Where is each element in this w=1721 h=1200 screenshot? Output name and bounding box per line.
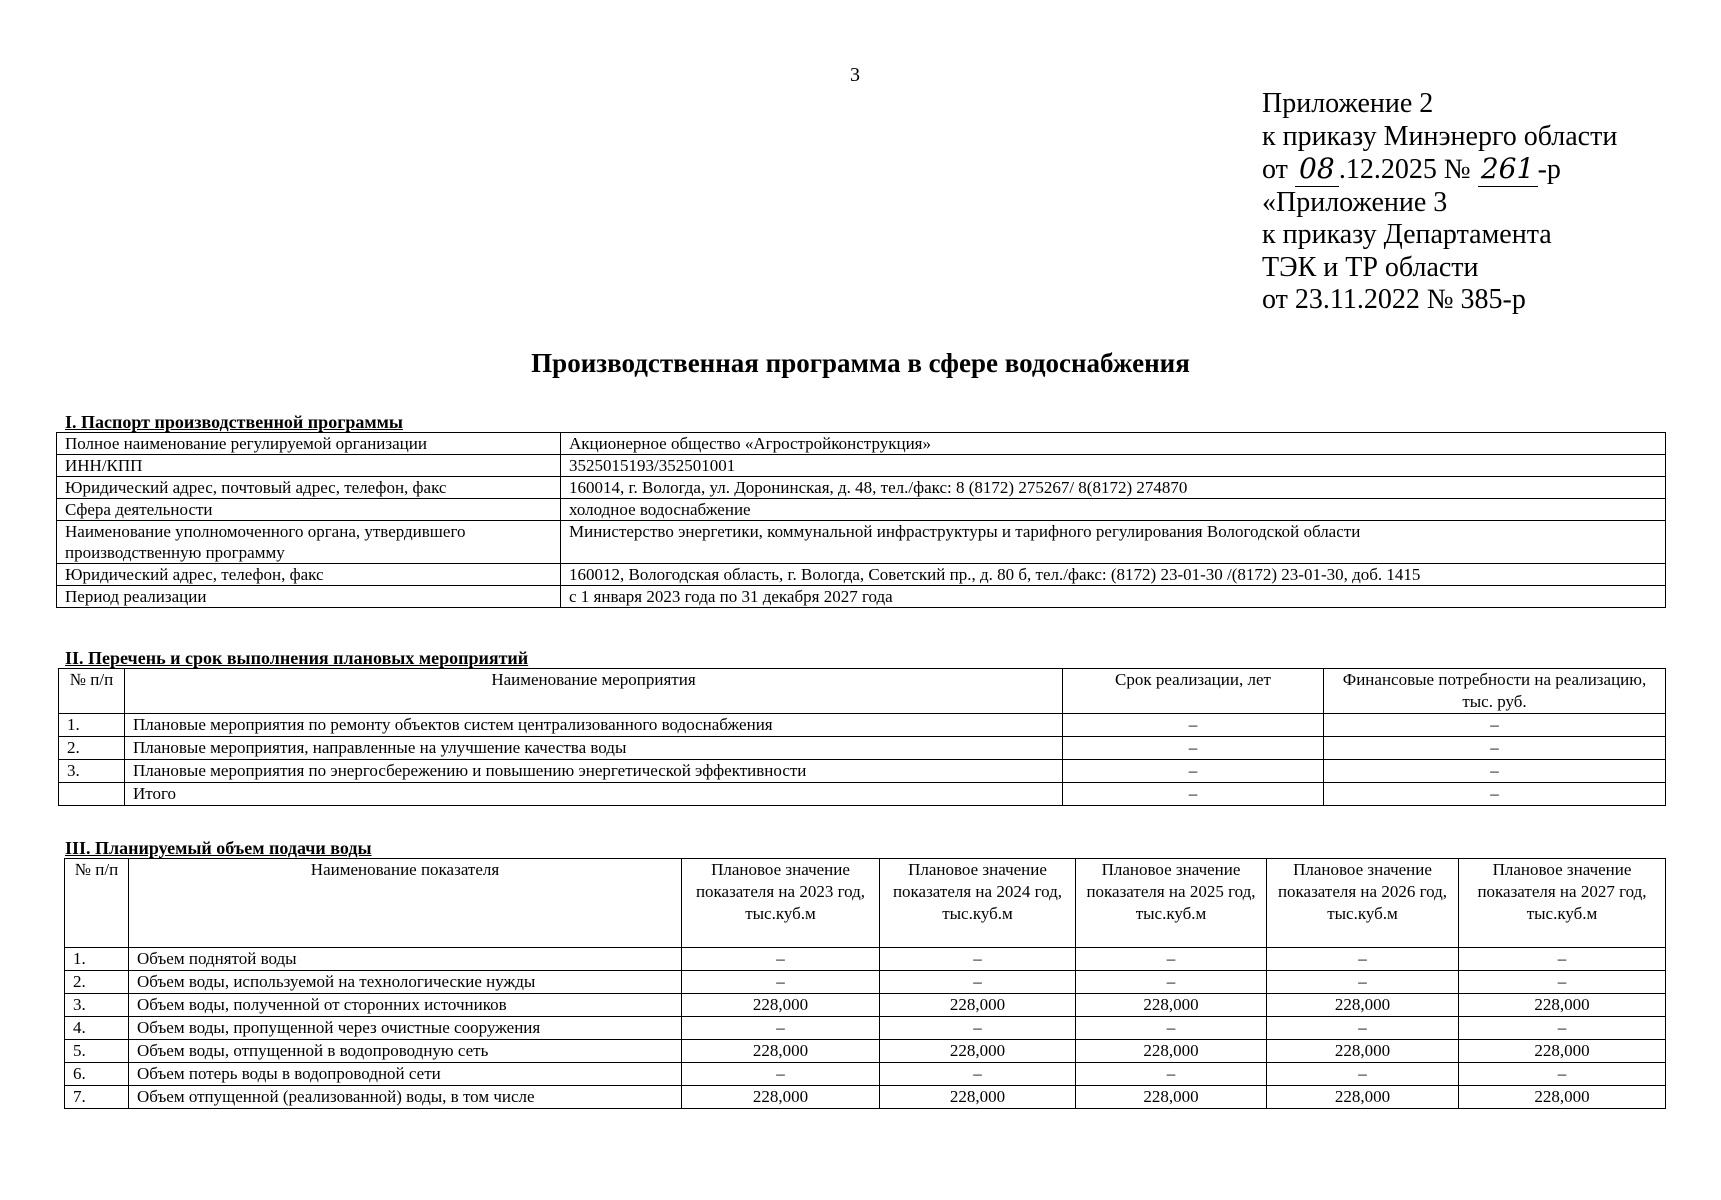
passport-value: 3525015193/352501001 <box>561 455 1666 477</box>
value-2026: – <box>1267 971 1459 994</box>
row-number: 2. <box>65 971 129 994</box>
row-number: 1. <box>59 714 125 737</box>
value-2023: 228,000 <box>682 994 880 1017</box>
appendix-line: Приложение 2 <box>1262 88 1434 119</box>
row-number: 4. <box>65 1017 129 1040</box>
row-number: 3. <box>59 760 125 783</box>
passport-label: Период реализации <box>57 586 561 608</box>
value-2024: 228,000 <box>880 1040 1076 1063</box>
appendix-date-prefix: от <box>1262 154 1288 185</box>
appendix-date-rest: .12.2025 № <box>1338 154 1471 185</box>
appendix-order-suffix: -р <box>1537 154 1561 185</box>
value-2026: – <box>1267 1063 1459 1086</box>
appendix-line: от 23.11.2022 № 385-р <box>1262 284 1526 315</box>
handwritten-order-number: 261 <box>1478 153 1538 187</box>
passport-value: с 1 января 2023 года по 31 декабря 2027 года <box>561 586 1666 608</box>
col-header-2023: Плановое значение показателя на 2023 год, тыс.куб.м <box>682 859 880 948</box>
passport-label: Полное наименование регулируемой организации <box>57 433 561 455</box>
table-row <box>57 521 1666 564</box>
indicator-name: Объем потерь воды в водопроводной сети <box>129 1063 682 1086</box>
table-row <box>57 433 1666 455</box>
indicator-name: Объем отпущенной (реализованной) воды, в том числе <box>129 1086 682 1109</box>
indicator-name: Объем поднятой воды <box>129 948 682 971</box>
value-2024: 228,000 <box>880 994 1076 1017</box>
value-2026: 228,000 <box>1267 994 1459 1017</box>
value-2027: 228,000 <box>1459 994 1666 1017</box>
passport-label: Юридический адрес, почтовый адрес, телефон, факс <box>57 477 561 499</box>
value-2025: 228,000 <box>1076 1040 1267 1063</box>
value-2027: 228,000 <box>1459 1086 1666 1109</box>
value-2024: – <box>880 948 1076 971</box>
value-2026: – <box>1267 1017 1459 1040</box>
measure-finance: – <box>1324 737 1666 760</box>
appendix-order-line <box>1262 153 1617 187</box>
measure-term: – <box>1063 760 1324 783</box>
measures-table <box>58 668 1666 806</box>
indicator-name: Объем воды, используемой на технологические нужды <box>129 971 682 994</box>
row-number: 7. <box>65 1086 129 1109</box>
table-row <box>65 971 1666 994</box>
value-2026: 228,000 <box>1267 1040 1459 1063</box>
passport-label: Юридический адрес, телефон, факс <box>57 564 561 586</box>
indicator-name: Объем воды, полученной от сторонних источников <box>129 994 682 1017</box>
table-row <box>59 714 1666 737</box>
col-header-name: Наименование мероприятия <box>125 669 1063 714</box>
value-2024: 228,000 <box>880 1086 1076 1109</box>
row-number: 1. <box>65 948 129 971</box>
section2-heading: II. Перечень и срок выполнения плановых мероприятий <box>65 648 529 668</box>
row-number: 3. <box>65 994 129 1017</box>
passport-value: холодное водоснабжение <box>561 499 1666 521</box>
value-2025: 228,000 <box>1076 994 1267 1017</box>
value-2023: 228,000 <box>682 1040 880 1063</box>
value-2027: – <box>1459 1017 1666 1040</box>
section1-heading: I. Паспорт производственной программы <box>65 412 403 432</box>
value-2027: – <box>1459 1063 1666 1086</box>
passport-table <box>56 432 1666 608</box>
col-header-finance: Финансовые потребности на реализацию, тыс. руб. <box>1324 669 1666 714</box>
value-2024: – <box>880 1063 1076 1086</box>
appendix-line: к приказу Минэнерго области <box>1262 120 1618 152</box>
table-row <box>57 477 1666 499</box>
row-number: 2. <box>59 737 125 760</box>
col-header-term: Срок реализации, лет <box>1063 669 1324 714</box>
table-row <box>65 948 1666 971</box>
appendix-line: «Приложение 3 <box>1262 186 1448 218</box>
indicator-name: Объем воды, отпущенной в водопроводную сеть <box>129 1040 682 1063</box>
col-header-num: № п/п <box>59 669 125 714</box>
value-2026: 228,000 <box>1267 1086 1459 1109</box>
measure-finance: – <box>1324 760 1666 783</box>
appendix-line: к приказу Департамента <box>1262 219 1552 250</box>
measure-finance: – <box>1324 783 1666 806</box>
passport-value: 160012, Вологодская область, г. Вологда, Советский пр., д. 80 б, тел./факс: (8172) 23-01-30 /(8172) 23-01-30, доб. 1415 <box>561 564 1666 586</box>
value-2023: – <box>682 971 880 994</box>
measure-finance: – <box>1324 714 1666 737</box>
volume-table <box>64 858 1666 1109</box>
measure-term: – <box>1063 714 1324 737</box>
col-header-2027: Плановое значение показателя на 2027 год, тыс.куб.м <box>1459 859 1666 948</box>
value-2023: – <box>682 948 880 971</box>
passport-label: Наименование уполномоченного органа, утвердившего производственную программу <box>57 521 561 564</box>
value-2023: 228,000 <box>682 1086 880 1109</box>
appendix-line: ТЭК и ТР области <box>1262 251 1479 283</box>
value-2024: – <box>880 971 1076 994</box>
measure-name: Плановые мероприятия по ремонту объектов систем централизованного водоснабжения <box>125 714 1063 737</box>
value-2027: – <box>1459 948 1666 971</box>
measure-name: Итого <box>125 783 1063 806</box>
value-2027: 228,000 <box>1459 1040 1666 1063</box>
handwritten-day: 08 <box>1295 153 1339 187</box>
table-row <box>57 499 1666 521</box>
passport-value: 160014, г. Вологда, ул. Доронинская, д. 48, тел./факс: 8 (8172) 275267/ 8(8172) 274870 <box>561 477 1666 499</box>
passport-value: Акционерное общество «Агростройконструкция» <box>561 433 1666 455</box>
col-header-indicator: Наименование показателя <box>129 859 682 948</box>
passport-label: ИНН/КПП <box>57 455 561 477</box>
table-row <box>65 1017 1666 1040</box>
table-row <box>59 760 1666 783</box>
page-number: 3 <box>850 64 860 86</box>
row-number: 5. <box>65 1040 129 1063</box>
col-header-2026: Плановое значение показателя на 2026 год, тыс.куб.м <box>1267 859 1459 948</box>
indicator-name: Объем воды, пропущенной через очистные сооружения <box>129 1017 682 1040</box>
value-2027: – <box>1459 971 1666 994</box>
passport-label: Сфера деятельности <box>57 499 561 521</box>
measure-term: – <box>1063 783 1324 806</box>
value-2026: – <box>1267 948 1459 971</box>
measure-name: Плановые мероприятия по энергосбережению и повышению энергетической эффективности <box>125 760 1063 783</box>
appendix-block <box>1262 88 1617 317</box>
col-header-num: № п/п <box>65 859 129 948</box>
value-2023: – <box>682 1063 880 1086</box>
table-row <box>57 586 1666 608</box>
passport-value: Министерство энергетики, коммунальной инфраструктуры и тарифного регулирования Вологодской области <box>561 521 1666 564</box>
measure-term: – <box>1063 737 1324 760</box>
measure-name: Плановые мероприятия, направленные на улучшение качества воды <box>125 737 1063 760</box>
document-title: Производственная программа в сфере водоснабжения <box>531 348 1190 378</box>
table-row <box>65 1086 1666 1109</box>
table-row <box>57 564 1666 586</box>
table-row <box>65 1063 1666 1086</box>
value-2023: – <box>682 1017 880 1040</box>
col-header-2025: Плановое значение показателя на 2025 год, тыс.куб.м <box>1076 859 1267 948</box>
value-2025: – <box>1076 971 1267 994</box>
value-2024: – <box>880 1017 1076 1040</box>
col-header-2024: Плановое значение показателя на 2024 год, тыс.куб.м <box>880 859 1076 948</box>
table-row <box>65 994 1666 1017</box>
table-row <box>65 1040 1666 1063</box>
value-2025: – <box>1076 948 1267 971</box>
value-2025: – <box>1076 1017 1267 1040</box>
row-number: 6. <box>65 1063 129 1086</box>
value-2025: – <box>1076 1063 1267 1086</box>
table-row <box>57 455 1666 477</box>
value-2025: 228,000 <box>1076 1086 1267 1109</box>
row-number <box>59 783 125 806</box>
table-row <box>59 783 1666 806</box>
section3-heading: III. Планируемый объем подачи воды <box>65 838 372 858</box>
table-row <box>59 737 1666 760</box>
